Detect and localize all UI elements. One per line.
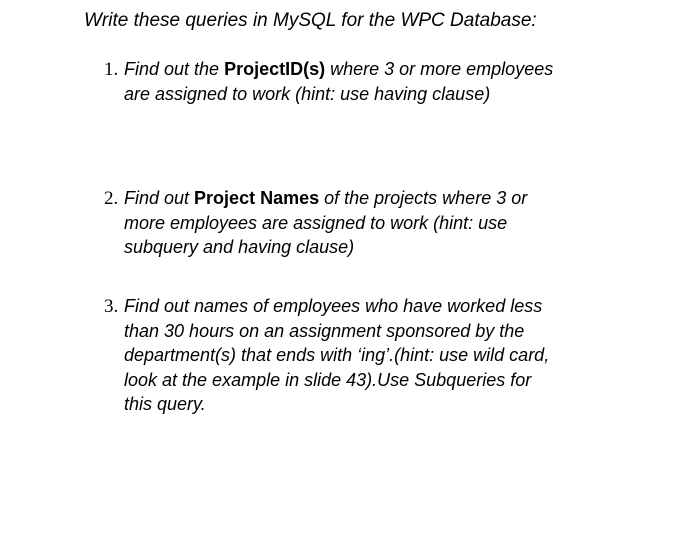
question-text-part: where 3 or more employees (325, 59, 554, 79)
question-text (124, 294, 644, 417)
question-text-line: this query. (124, 394, 206, 414)
question-emphasis: Project Names (194, 188, 320, 208)
question-text (124, 186, 644, 260)
question-text-line: than 30 hours on an assignment sponsored by the (124, 320, 525, 341)
question-text-line: are assigned to work (hint: use having clause) (124, 83, 491, 104)
question-text-line: subquery and having clause) (124, 237, 355, 257)
question-text-part: of the projects where 3 or (319, 188, 528, 208)
question-number: 2. (104, 188, 119, 209)
question-text-line: department(s) that ends with ‘ing’.(hint: use wild card, (124, 345, 550, 365)
question-text-line: look at the example in slide 43).Use Subqueries for (124, 369, 532, 390)
question-text (124, 57, 644, 106)
question-number: 1. (104, 59, 119, 80)
question-emphasis: ProjectID(s) (224, 59, 326, 79)
page-heading: Write these queries in MySQL for the WPC Database: (84, 10, 537, 31)
question-text-line: Find out names of employees who have worked less (124, 296, 543, 316)
question-text-part: Find out (124, 188, 195, 208)
question-number: 3. (104, 296, 119, 317)
question-text-part: Find out the (124, 59, 225, 79)
question-text-line: more employees are assigned to work (hint: use (124, 212, 508, 233)
